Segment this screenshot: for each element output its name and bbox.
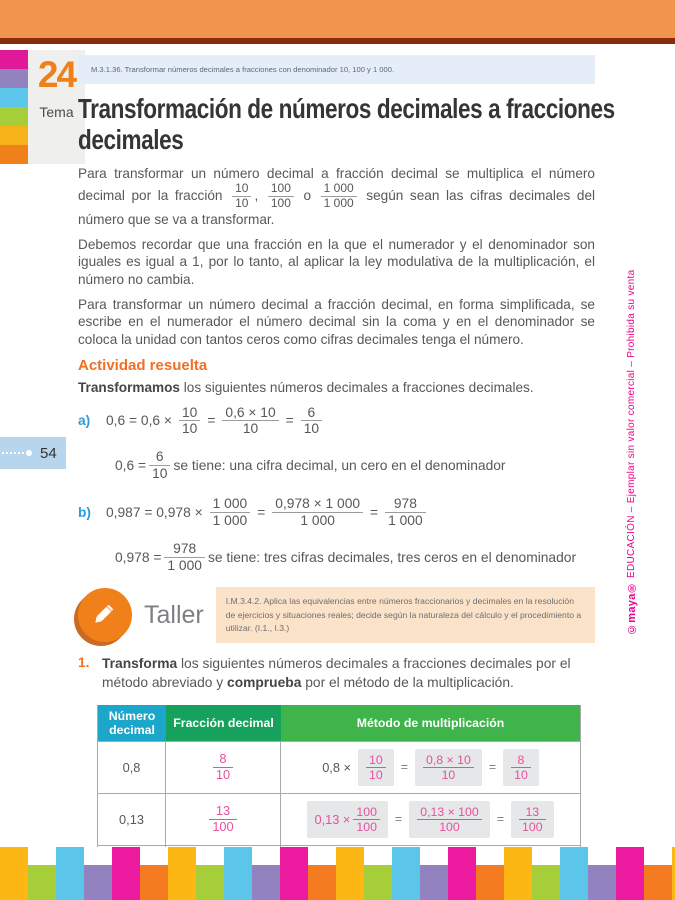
taller-section-header — [78, 587, 595, 643]
fraction: $\frac{0,6 \times 10}{10}$ — [222, 405, 278, 438]
fraction: $\frac{6}{10}$ — [149, 449, 170, 482]
pencil-icon — [88, 596, 122, 635]
top-maroon-rule — [0, 38, 675, 44]
exercise-text: Transforma los siguientes números decimales a fracciones decimales por el método abreviado y comprueba por el método de la multiplicación. — [102, 656, 571, 690]
example-b-equation: b) 0,987 = 0,978 × $\frac{1 000}{1 000}$ = $\frac{0,978 \times 1 000}{1 000}$ = $\frac{978}{1 000}$ — [78, 496, 595, 529]
fraction: $\frac{978}{1 000}$ — [164, 541, 205, 574]
publisher-brand: ©maya® — [626, 581, 638, 635]
exercise-1 — [78, 655, 595, 692]
cell-fraction: $\frac{8}{10}$ — [166, 742, 281, 793]
taller-criteria-box: I.M.3.4.2. Aplica las equivalencias entre números fraccionarios y decimales en la resolución de ejercicios y situaciones reales; decide según la naturaleza del cálculo y el procedimiento a utilizar. (I.1., I.3.) — [216, 587, 595, 643]
example-b-label: b) — [78, 504, 92, 520]
fraction: $\frac{10}{10}$ — [179, 405, 200, 438]
table-header — [98, 705, 580, 741]
page-number: 54 — [40, 444, 57, 462]
activity-intro: Transformamos los siguientes números decimales a fracciones decimales. — [78, 379, 534, 395]
dotted-line — [2, 452, 24, 454]
fraction-100-100: $\frac{100}{100}$ — [268, 182, 294, 211]
table-row — [98, 793, 580, 845]
cell-fraction: $\frac{13}{100}$ — [166, 794, 281, 845]
method-box: $\frac{0,13 \times 100}{100}$ — [409, 801, 489, 838]
color-squares — [0, 50, 28, 164]
fraction: $\frac{0,978 \times 1 000}{1 000}$ — [272, 496, 363, 529]
header-numero-decimal: Número decimal — [98, 705, 166, 741]
fraction-1000-1000: $\frac{1 000}{1 000}$ — [321, 182, 357, 211]
example-b-conclusion: 0,978 = $\frac{978}{1 000}$ se tiene: tres cifras decimales, tres ceros en el denominador — [115, 540, 577, 573]
exercise-number: 1. — [78, 655, 90, 671]
example-a-conclusion: 0,6 = $\frac{6}{10}$ se tiene: una cifra decimal, un cero en el denominador — [115, 449, 506, 482]
dot — [26, 450, 32, 456]
vertical-watermark: ©maya® EDUCACIÓN – Ejemplar sin valor comercial – Prohibida su venta — [626, 269, 638, 635]
tema-badge — [0, 50, 85, 164]
page-number-badge — [0, 437, 66, 469]
activity-heading: Actividad resuelta — [78, 356, 208, 374]
fraction: $\frac{978}{1 000}$ — [385, 496, 426, 529]
cell-method: 0,8 × $\frac{10}{10}$ = $\frac{0,8 \times 10}{10}$ = $\frac{8}{10}$ — [281, 742, 580, 793]
table-row — [98, 741, 580, 793]
top-orange-band — [0, 0, 675, 38]
tema-box — [28, 50, 85, 164]
main-content — [78, 93, 615, 898]
example-a-equation: a) 0,6 = 0,6 × $\frac{10}{10}$ = $\frac{0,6 \times 10}{10}$ = $\frac{6}{10}$ — [78, 405, 595, 438]
cell-decimal: 0,8 — [98, 742, 166, 793]
method-box: $\frac{0,8 \times 10}{10}$ — [415, 749, 482, 786]
tema-label: Tema — [39, 103, 74, 120]
example-a-label: a) — [78, 413, 91, 429]
bottom-color-bar-tall — [0, 847, 675, 865]
standard-text: M.3.1.36. Transformar números decimales a fracciones con denominador 10, 100 y 1 000. — [91, 65, 395, 74]
bottom-color-bar-base — [0, 865, 675, 900]
taller-badge — [78, 588, 132, 642]
header-fraccion-decimal: Fracción decimal — [166, 705, 281, 741]
fraction: $\frac{6}{10}$ — [301, 405, 322, 438]
intro-paragraph-2: Debemos recordar que una fracción en la que el numerador y el denominador son iguales es igual a 1, por lo tanto, al aplicar la ley modulativa de la multiplicación, el número no cambia. — [78, 236, 595, 287]
header-metodo-multiplicacion: Método de multiplicación — [281, 705, 580, 741]
taller-label: Taller — [144, 600, 204, 629]
method-box: $\frac{8}{10}$ — [503, 749, 539, 786]
intro-paragraph-3: Para transformar un número decimal a fracción decimal, en forma simplificada, se escribe en el numerador el número decimal sin la coma y en el denominador se coloca la unidad con tantos ceros como cifras decimales tenga el número. — [78, 296, 595, 347]
cell-method: 0,13 × $\frac{100}{100}$ = $\frac{0,13 \times 100}{100}$ = $\frac{13}{100}$ — [281, 794, 580, 845]
page-title: Transformación de números decimales a fracciones decimales — [78, 93, 615, 155]
fraction-10-10: $\frac{10}{10}$ — [232, 182, 251, 211]
intro-paragraph-1: Para transformar un número decimal a fracción decimal se multiplica el número decimal por la fracción $\frac{10}{10}$ , $\frac{100}{100}$ o $\frac{1 000}{1 000}$ según sean las cifras decimales del número que se va a transformar. — [78, 165, 596, 227]
method-box: $\frac{10}{10}$ — [358, 749, 394, 786]
method-box: 0,13 × $\frac{100}{100}$ — [307, 801, 387, 838]
standard-strip — [78, 55, 595, 84]
tema-number: 24 — [37, 54, 76, 95]
cell-decimal: 0,13 — [98, 794, 166, 845]
fraction: $\frac{1 000}{1 000}$ — [210, 496, 251, 529]
method-box: $\frac{13}{100}$ — [511, 801, 554, 838]
